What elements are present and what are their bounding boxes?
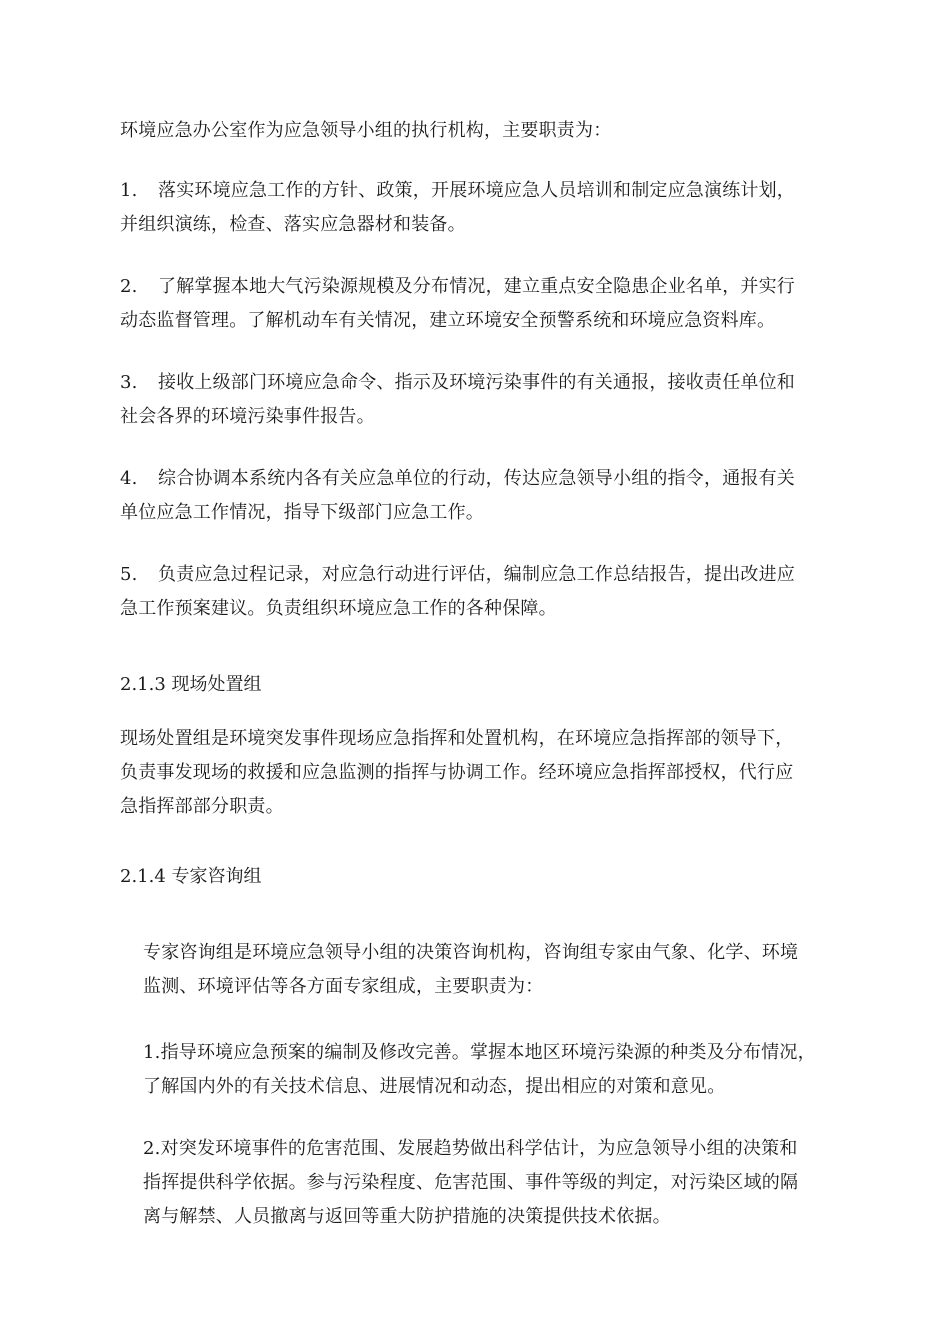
duty-text: 负责应急过程记录，对应急行动进行评估，编制应急工作总结报告，提出改进应	[158, 564, 795, 585]
section-214-intro	[143, 936, 833, 1004]
office-intro	[120, 114, 832, 148]
duty-item-1	[120, 174, 832, 242]
duty-number: 1.	[120, 180, 138, 201]
duty-item-2	[120, 270, 832, 338]
duty-text-cont: 并组织演练，检查、落实应急器材和装备。	[120, 214, 466, 235]
body-line: 专家咨询组是环境应急领导小组的决策咨询机构，咨询组专家由气象、化学、环境	[143, 942, 799, 963]
duty-item-5	[120, 558, 832, 626]
duty-item-3	[120, 366, 832, 434]
duty-text: 综合协调本系统内各有关应急单位的行动，传达应急领导小组的指令，通报有关	[158, 468, 795, 489]
duty-item-4	[120, 462, 832, 530]
duty-text: 了解掌握本地大气污染源规模及分布情况，建立重点安全隐患企业名单，并实行	[158, 276, 795, 297]
duty-number: 2.	[120, 276, 138, 297]
duty-text-cont: 社会各界的环境污染事件报告。	[120, 406, 375, 427]
expert-duty-item-2	[143, 1132, 833, 1234]
body-line: 负责事发现场的救援和应急监测的指挥与协调工作。经环境应急指挥部授权，代行应	[120, 762, 794, 783]
office-intro-text: 环境应急办公室作为应急领导小组的执行机构，主要职责为：	[120, 120, 612, 141]
body-line: 急指挥部部分职责。	[120, 796, 284, 817]
duty-number: 3.	[120, 372, 138, 393]
expert-duty-item-1	[143, 1036, 833, 1104]
duty-text-cont: 单位应急工作情况，指导下级部门应急工作。	[120, 502, 484, 523]
duty-text-cont: 急工作预案建议。负责组织环境应急工作的各种保障。	[120, 598, 557, 619]
body-line: 2.对突发环境事件的危害范围、发展趋势做出科学估计，为应急领导小组的决策和	[143, 1138, 798, 1159]
duty-text: 落实环境应急工作的方针、政策，开展环境应急人员培训和制定应急演练计划，	[158, 180, 795, 201]
duty-number: 5.	[120, 564, 138, 585]
duty-text: 接收上级部门环境应急命令、指示及环境污染事件的有关通报，接收责任单位和	[158, 372, 795, 393]
duty-text-cont: 动态监督管理。了解机动车有关情况，建立环境安全预警系统和环境应急资料库。	[120, 310, 776, 331]
body-line: 了解国内外的有关技术信息、进展情况和动态，提出相应的对策和意见。	[143, 1076, 726, 1097]
body-line: 指挥提供科学依据。参与污染程度、危害范围、事件等级的判定，对污染区域的隔	[143, 1172, 799, 1193]
duty-number: 4.	[120, 468, 138, 489]
body-line: 1.指导环境应急预案的编制及修改完善。掌握本地区环境污染源的种类及分布情况，	[143, 1042, 816, 1063]
section-heading-213: 2.1.3 现场处置组	[120, 674, 262, 695]
section-heading-214: 2.1.4 专家咨询组	[120, 866, 262, 887]
body-line: 离与解禁、人员撤离与返回等重大防护措施的决策提供技术依据。	[143, 1206, 671, 1227]
body-line: 现场处置组是环境突发事件现场应急指挥和处置机构，在环境应急指挥部的领导下，	[120, 728, 794, 749]
body-line: 监测、环境评估等各方面专家组成，主要职责为：	[143, 976, 544, 997]
section-213-body	[120, 722, 832, 824]
